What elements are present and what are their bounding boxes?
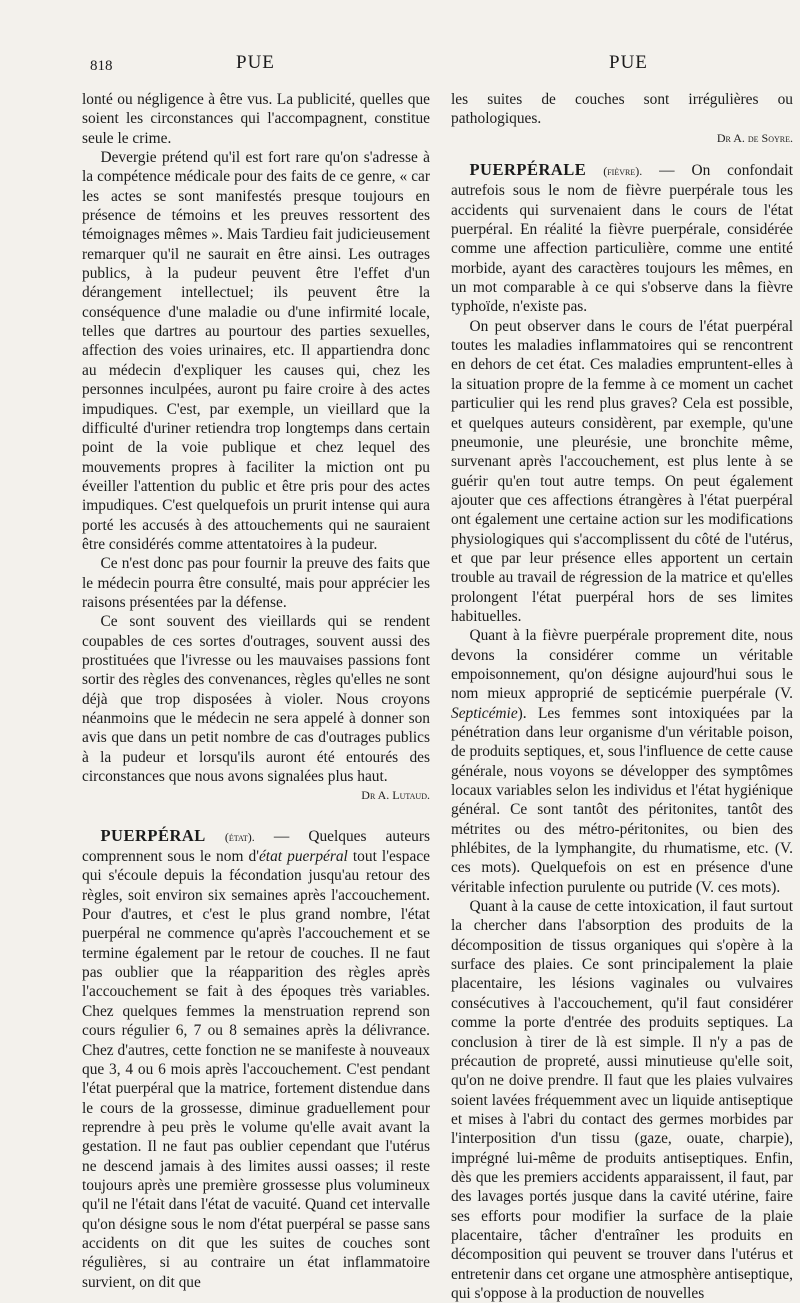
paragraph bbox=[451, 626, 793, 897]
paragraph-text-italic: Septicémie bbox=[451, 704, 518, 722]
page-header bbox=[0, 52, 800, 76]
author-signature: Dr A. Lutaud. bbox=[361, 788, 430, 803]
paragraph: les suites de couches sont irrégulières ou pathologiques. bbox=[451, 91, 793, 128]
entry-text-italic: état puerpéral bbox=[258, 848, 348, 866]
author-signature: Dr A. de Soyre. bbox=[716, 130, 793, 145]
entry-headword: PUERPÉRAL bbox=[100, 825, 206, 845]
entry-puerperal-etat bbox=[82, 826, 430, 1292]
paragraph: On peut observer dans le cours de l'état puerpéral toutes les maladies inflammatoires qui se rencontrent en dehors de cet état. Ces maladies empruntent-elles à la situation propre de la femme à ce moment un cachet particulier qui les rend plus graves? Cela est possible, et quelques auteurs considèrent, par exemple, qu'une pneumonie, une pleurésie, une bronchite même, survenant après l'accouchement, est plus lente à se guérir qu'en tout autre temps. On peut également ajouter que ces affections étrangères à l'état puerpéral ont également une certaine action sur les modifications physiologiques qui s'accomplissent du côté de l'utérus, et que par leur présence elles apportent un certain trouble au travail de régression de la matrice et qu'elles prolongent l'état puerpéral hors de ses limites habituelles. bbox=[451, 317, 793, 625]
paragraph: Devergie prétend qu'il est fort rare qu'on s'adresse à la compétence médicale pour des faits de ce genre, « car les actes se sont manifestés presque toujours en présence de témoins et les preuves ressortent des témoignages mêmes ». Mais Tardieu fait judicieusement remarquer qu'il ne saurait en être ainsi. Les outrages publics, à la pudeur peuvent être l'effet d'un dérangement intellectuel; ils peuvent être la conséquence d'une maladie ou d'une infirmité locale, telles que dartres au pourtour des parties sexuelles, affection des voies urinaires, etc. Il appartiendra donc au médecin d'expliquer les causes qui, chez les personnes inculpées, auront pu faire croire à des actes impudiques. C'est, par exemple, un vieillard que la difficulté d'uriner retiendra trop longtemps dans certain point de la voie publique et chez lequel des mouvements propres à faciliter la miction ont pu éveiller l'attention du public et être pris pour des actes impudiques. C'est quelquefois un prurit intense qui aura porté les accusés à des attouchements qui ne sauraient être considérés comme attentatoires à la pudeur. bbox=[82, 149, 430, 553]
paragraph: lonté ou négligence à être vus. La publicité, quelles que soient les circonstances qui l'accompagnent, constitue seule le crime. bbox=[82, 91, 430, 147]
entry-text: tout l'espace qui s'écoule depuis la fécondation jusqu'au retour des règles, soit environ six semaines après l'accouchement. Pour d'autres, et c'est le plus grand nombre, l'état puerpéral ne commence qu'après l'accouchement et se termine également par le retour de couches. Il ne faut pas oublier que la réapparition des règles après l'accouchement se fait à des époques très variables. Chez quelques femmes la menstruation reprend son cours régulier 6, 7 ou 8 semaines après la délivrance. Chez d'autres, cette fonction ne se manifeste à nouveaux que 3, 4 ou 6 mois après l'accouchement. C'est pendant l'état puerpéral que la matrice, fortement distendue dans le cours de la grossesse, diminue graduellement pour reprendre à peu près le volume qu'elle avait avant la gestation. Il ne faut pas oublier cependant que l'utérus ne descend jamais à des limites aussi oasses; il reste toujours après une première grossesse plus volumineux qu'il ne l'était dans l'état de vacuité. Quand cet intervalle qu'on désigne sous le nom d'état puerpéral se passe sans accidents on dit que les suites de couches sont régulières, si au contraire un état inflammatoire survient, on dit que bbox=[82, 848, 430, 1291]
running-head-left: PUE bbox=[236, 52, 275, 73]
right-column bbox=[451, 90, 793, 1302]
entry-text: — Quelques auteurs comprennent sous le nom d' bbox=[82, 827, 430, 866]
paragraph-text: ). Les femmes sont intoxiquées par la pénétration dans leur organisme d'un véritable poison, de produits septiques, et, sous l'influence de cette cause générale, nous voyons se développer des symptômes locaux variables selon les individus et l'état hygiénique général. Ce sont tantôt des péritonites, tantôt des métrites ou des métro-péritonites, ou bien des phlébites, de la lymphangite, du rhumatisme, etc. (V. ces mots). Quelquefois on est en présence d'une véritable infection purulente ou putride (V. ces mots). bbox=[451, 704, 793, 896]
paragraph: Quant à la cause de cette intoxication, il faut surtout la chercher dans l'absorption des produits de la décomposition de tissus organiques qui s'opère à la surface des plaies. Ce sont principalement la plaie placentaire, les lésions vaginales ou vulvaires consécutives à l'accouchement, qu'il faut considérer comme la porte d'entrée des produits septiques. La conclusion à tirer de là est simple. Il n'y a pas de précaution de propreté, aussi minutieuse qu'elle soit, qu'on ne doive prendre. Il faut que les plaies vulvaires soient lavées fréquemment avec un liquide antiseptique et mises à l'abri du contact des germes morbides par l'interposition d'un tissu (gaze, ouate, charpie), imprégné lui-même de produits antiseptiques. Enfin, dès que les premiers accidents apparaissent, il faut, par des lavages portés jusque dans la cavité utérine, faire ses efforts pour modifier la surface de la plaie placentaire, tâcher d'entraîner les produits en décomposition qui peuvent se trouver dans l'utérus et entretenir dans cet organe une atmosphère antiseptique, qui s'oppose à la production de nouvelles bbox=[451, 898, 793, 1302]
entry-qualifier: (fièvre). bbox=[603, 164, 643, 179]
paragraph-text: Quant à la fièvre puerpérale proprement dite, nous devons la considérer comme un véritable empoisonnement, qu'on désigne aujourd'hui sous le nom mieux approprié de septicémie puerpérale (V. bbox=[451, 627, 793, 703]
entry-puerperale-fievre bbox=[451, 160, 793, 317]
entry-qualifier: (état). bbox=[224, 829, 255, 844]
paragraph: Ce sont souvent des vieillards qui se rendent coupables de ces sortes d'outrages, souvent aussi des prostituées que l'ivresse ou les mauvaises passions font sortir des règles des convenances, règles qu'elles ne sont déjà que trop disposées à violer. Nous croyons néanmoins que le médecin ne sera appelé à donner son avis que dans un petit nombre de cas d'outrages publics à la pudeur et lorsqu'ils auront été entourés des circonstances que nous avons signalées plus haut. bbox=[82, 613, 430, 786]
entry-headword: PUERPÉRALE bbox=[469, 160, 587, 180]
running-head-right: PUE bbox=[609, 52, 648, 73]
page-number: 818 bbox=[90, 58, 113, 74]
paragraph: Ce n'est donc pas pour fournir la preuve des faits que le médecin pourra être consulté, mais pour apprécier les raisons présentées par la défense. bbox=[82, 555, 430, 611]
entry-text: — On confondait autrefois sous le nom de fièvre puerpérale tous les accidents qui survenaient dans le cours de l'état puerpéral. En réalité la fièvre puerpérale, considérée comme une affection particulière, comme une entité morbide, ayant des caractères toujours les mêmes, en un mot comparable à ce qui s'observe dans la fièvre typhoïde, n'existe pas. bbox=[451, 162, 793, 316]
left-column bbox=[82, 90, 430, 1291]
